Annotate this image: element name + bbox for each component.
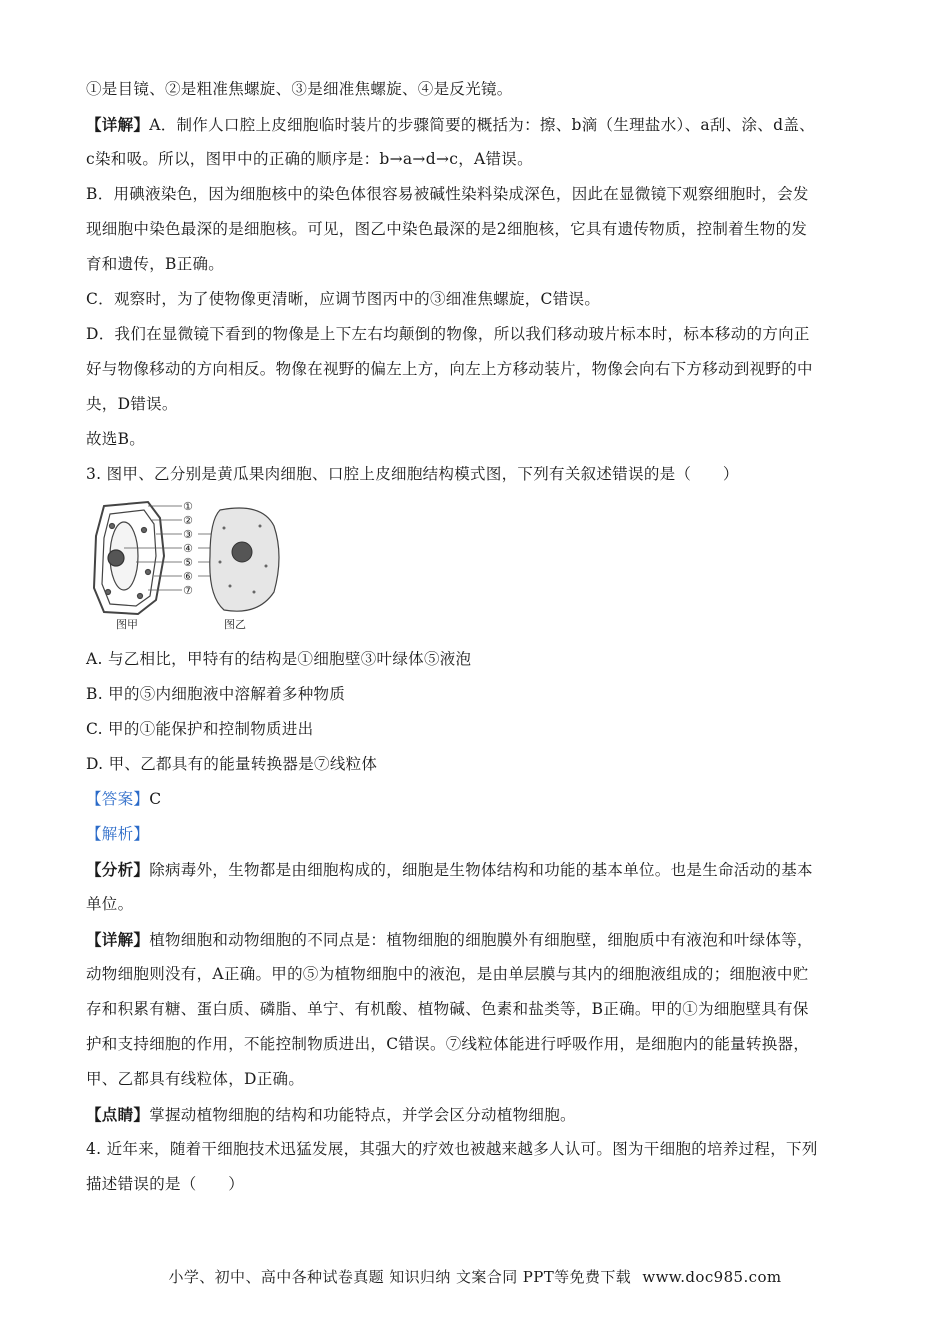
cell-structure-figure (90, 496, 290, 634)
fenxi-tag: 【分析】 (86, 860, 150, 879)
dianjing-line (86, 1097, 866, 1132)
question-4-stem: 4. 近年来，随着干细胞技术迅猛发展，其强大的疗效也被越来越多人认可。图为干细胞的培养过程，下列 (86, 1140, 818, 1158)
text-line: 现细胞中染色最深的是细胞核。可见，图乙中染色最深的是2细胞核，它具有遗传物质，控制着生物的发 (86, 220, 808, 238)
cell-diagram (90, 496, 290, 634)
text-line: C．观察时，为了使物像更清晰，应调节图丙中的③细准焦螺旋，C错误。 (86, 290, 601, 308)
text-line (86, 107, 866, 142)
detail-line: 护和支持细胞的作用，不能控制物质进出，C错误。⑦线粒体能进行呼吸作用，是细胞内的能量转换器， (86, 1035, 810, 1053)
label-2: ② (183, 514, 193, 527)
question-4-stem: 描述错误的是（ ） (86, 1175, 245, 1193)
footer-url[interactable]: www.doc985.com (642, 1268, 782, 1286)
answer-tag: 【答案】 (86, 790, 150, 808)
footer-text: 小学、初中、高中各种试卷真题 知识归纳 文案合同 PPT等免费下载 (168, 1268, 632, 1286)
text-line: ①是目镜、②是粗准焦螺旋、③是细准焦螺旋、④是反光镜。 (86, 80, 513, 98)
fenxi-text: 除病毒外，生物都是由细胞构成的，细胞是生物体结构和功能的基本单位。也是生命活动的基本 (149, 861, 813, 879)
detail-tag: 【详解】 (86, 115, 150, 134)
text-line: B．用碘液染色，因为细胞核中的染色体很容易被碱性染料染成深色，因此在显微镜下观察细胞时，会发 (86, 185, 809, 203)
page-footer (0, 1266, 950, 1287)
detail-line: 甲、乙都具有线粒体，D正确。 (86, 1070, 305, 1088)
label-7: ⑦ (183, 584, 193, 597)
text-line-content: A．制作人口腔上皮细胞临时装片的步骤简要的概括为：擦、b滴（生理盐水）、a刮、涂、d盖、 (149, 116, 815, 134)
answer-value: C (149, 790, 162, 808)
animal-cell-drawing (210, 508, 279, 611)
caption-figure-a: 图甲 (116, 618, 138, 631)
label-6: ⑥ (183, 570, 193, 583)
text-line: 育和遗传，B正确。 (86, 255, 225, 273)
label-1: ① (183, 500, 193, 513)
text-line: 央，D错误。 (86, 395, 178, 413)
option-b: B. 甲的⑤内细胞液中溶解着多种物质 (86, 685, 346, 703)
option-c: C. 甲的①能保护和控制物质进出 (86, 720, 314, 738)
text-line: 故选B。 (86, 430, 146, 448)
document-page (86, 72, 866, 1202)
dianjing-tag: 【点睛】 (86, 1105, 150, 1124)
fenxi-line: 单位。 (86, 895, 134, 913)
plant-cell-drawing (94, 502, 164, 614)
detail-text: 植物细胞和动物细胞的不同点是：植物细胞的细胞膜外有细胞壁，细胞质中有液泡和叶绿体等， (149, 931, 813, 949)
caption-figure-b: 图乙 (224, 618, 246, 631)
question-3-stem: 3. 图甲、乙分别是黄瓜果肉细胞、口腔上皮细胞结构模式图，下列有关叙述错误的是（ ） (86, 465, 739, 483)
label-4: ④ (183, 542, 193, 555)
analysis-line (86, 817, 866, 852)
option-d: D. 甲、乙都具有的能量转换器是⑦线粒体 (86, 755, 378, 773)
detail-line (86, 922, 866, 957)
analysis-tag: 【解析】 (86, 825, 150, 843)
text-line: c染和吸。所以，图甲中的正确的顺序是：b→a→d→c，A错误。 (86, 150, 533, 168)
detail-line: 动物细胞则没有，A正确。甲的⑤为植物细胞中的液泡，是由单层膜与其内的细胞液组成的；细胞液中贮 (86, 965, 809, 983)
figure-number-labels (183, 500, 193, 597)
fenxi-line (86, 852, 866, 887)
text-line: 好与物像移动的方向相反。物像在视野的偏左上方，向左上方移动装片，物像会向右下方移动到视野的中 (86, 360, 813, 378)
answer-line (86, 782, 866, 817)
detail-line: 存和积累有糖、蛋白质、磷脂、单宁、有机酸、植物碱、色素和盐类等，B正确。甲的①为细胞壁具有保 (86, 1000, 809, 1018)
label-5: ⑤ (183, 556, 193, 569)
option-a: A. 与乙相比，甲特有的结构是①细胞壁③叶绿体⑤液泡 (86, 650, 472, 668)
text-line: D．我们在显微镜下看到的物像是上下左右均颠倒的物像，所以我们移动玻片标本时，标本移动的方向正 (86, 325, 810, 343)
detail-tag: 【详解】 (86, 930, 150, 949)
label-3: ③ (183, 528, 193, 541)
dianjing-text: 掌握动植物细胞的结构和功能特点，并学会区分动植物细胞。 (149, 1106, 576, 1124)
